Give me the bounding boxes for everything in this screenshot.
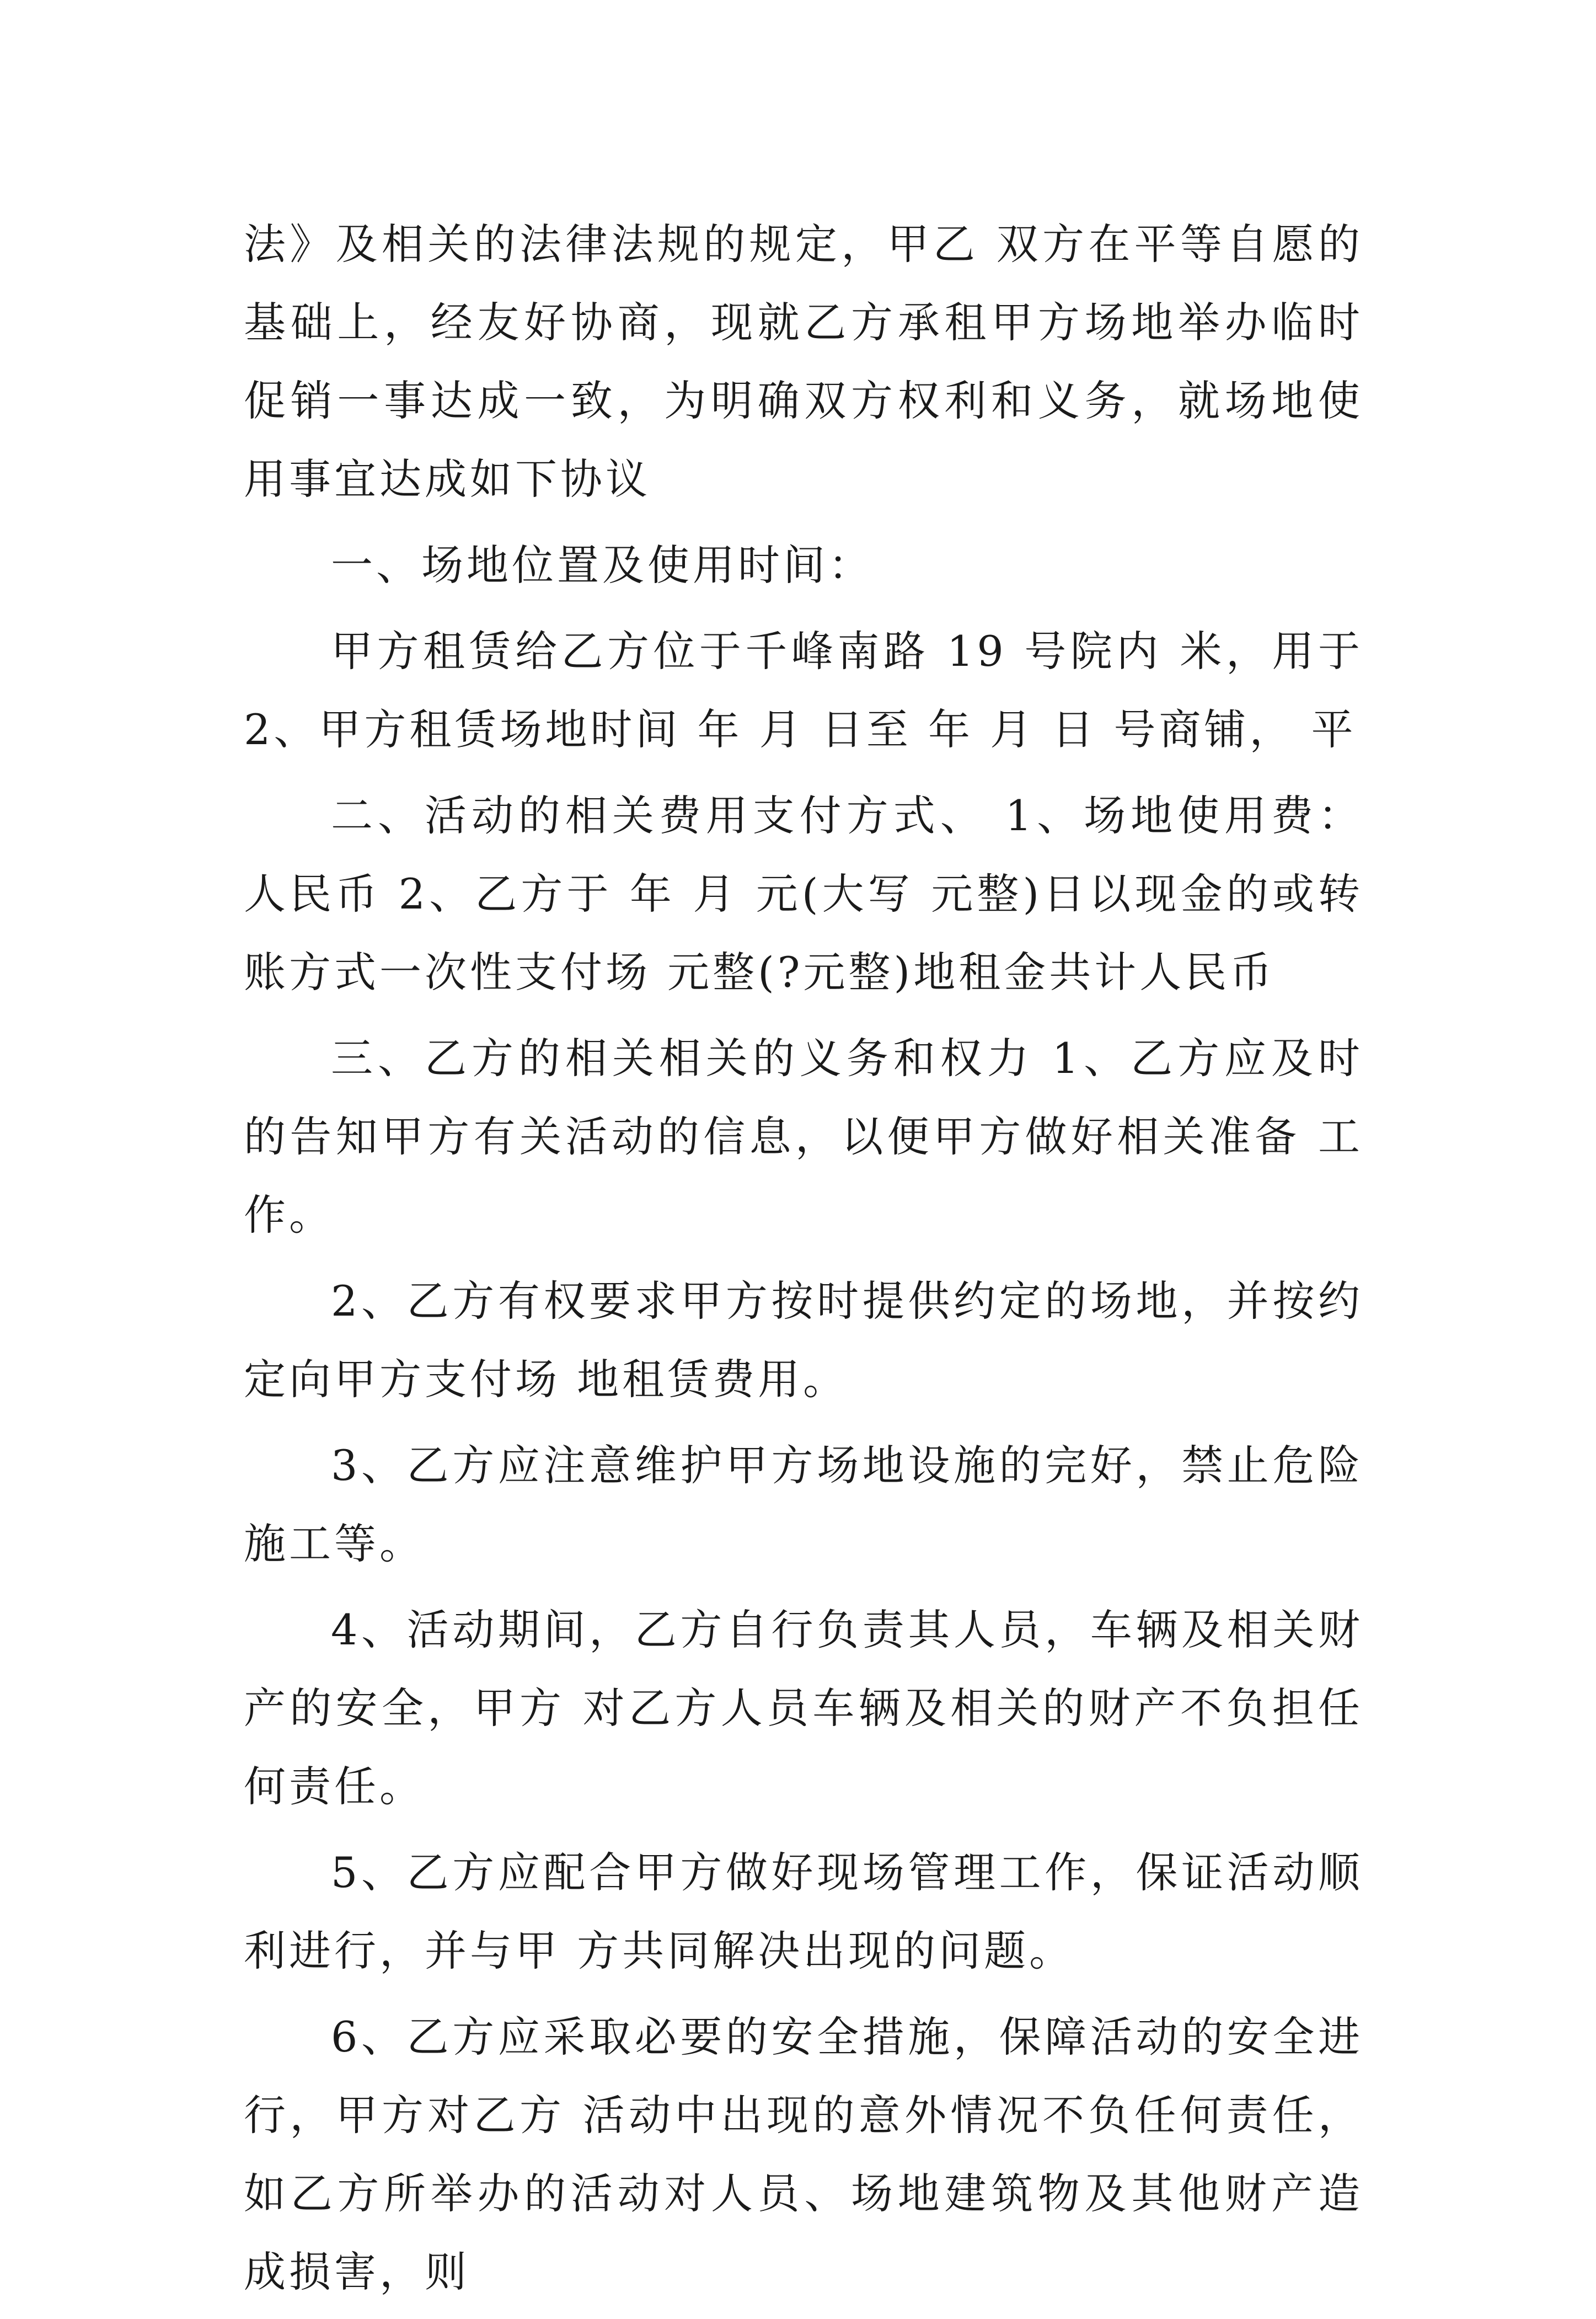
paragraph-section-2-fees: 二、活动的相关费用支付方式、 1、场地使用费：人民币 2、乙方于 年 月 元(大写 元整)日以现金的或转账方式一次性支付场 元整(?元整)地租金共计人民币 [244, 791, 1363, 997]
document-body [244, 205, 1363, 2319]
paragraph-section-1-heading: 一、场地位置及使用时间： [331, 541, 874, 590]
paragraph-clause-3: 3、乙方应注意维护甲方场地设施的完好，禁止危险施工等。 [244, 1441, 1363, 1568]
paragraph-clause-6: 6、乙方应采取必要的安全措施，保障活动的安全进行，甲方对乙方 活动中出现的意外情况不负任何责任，如乙方所举办的活动对人员、场地建筑物及其他财产造成损害，则 [244, 2012, 1363, 2296]
paragraph-clause-5: 5、乙方应配合甲方做好现场管理工作，保证活动顺利进行，并与甲 方共同解决出现的问题。 [244, 1848, 1363, 1975]
paragraph-section-3-duties: 三、乙方的相关相关的义务和权力 1、乙方应及时的告知甲方有关活动的信息，以便甲方做好相关准备 工作。 [244, 1034, 1363, 1239]
paragraph-clause-2: 2、乙方有权要求甲方按时提供约定的场地，并按约定向甲方支付场 地租赁费用。 [244, 1276, 1363, 1404]
paragraph-clause-4: 4、活动期间，乙方自行负责其人员，车辆及相关财产的安全，甲方 对乙方人员车辆及相关的财产不负担任何责任。 [244, 1605, 1363, 1811]
paragraph-location: 甲方租赁给乙方位于千峰南路 19 号院内 米，用于 2、甲方租赁场地时间 年 月 日至 年 月 日 号商铺， 平 [244, 627, 1363, 754]
paragraph-intro: 法》及相关的法律法规的规定，甲乙 双方在平等自愿的基础上，经友好协商，现就乙方承租甲方场地举办临时促销一事达成一致，为明确双方权利和义务，就场地使用事宜达成如下协议 [244, 220, 1363, 504]
